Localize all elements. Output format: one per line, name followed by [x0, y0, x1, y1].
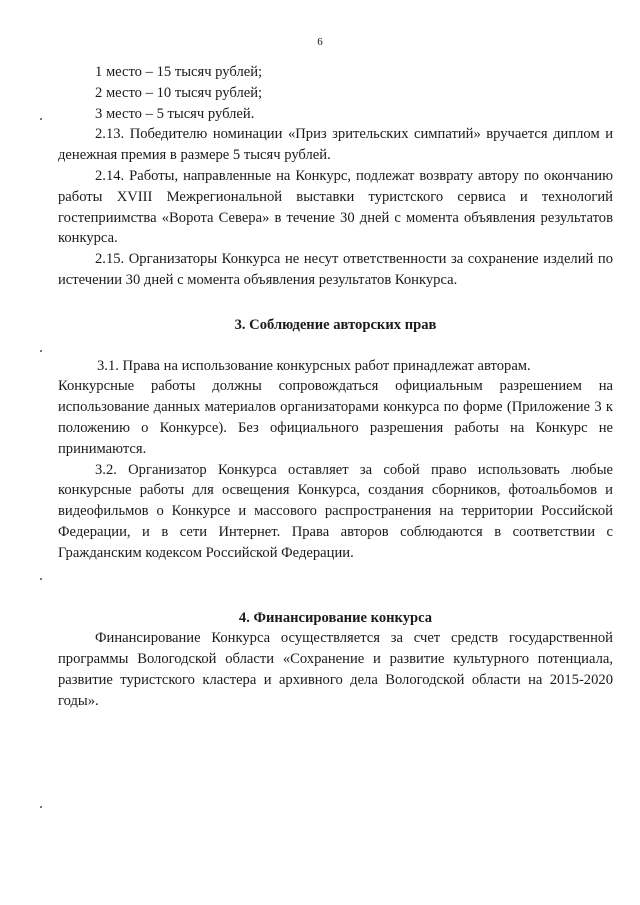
clause-2-13: 2.13. Победителю номинации «Приз зрительских симпатий» вручается диплом и денежная премия в размере 5 тысяч рублей. [58, 126, 613, 164]
clause-3-1: 3.1. Права на использование конкурсных работ принадлежат авторам. [97, 357, 531, 374]
prize-second-place: 2 место – 10 тысяч рублей; [95, 84, 263, 101]
scan-dot [40, 350, 42, 352]
section-4-text: Финансирование Конкурса осуществляется за счет средств государственной программы Вологодской области «Сохранение и развитие культурного потенциала, развитие туристского кластера и архивного дела Вологодской области на 2015-2020 годы». [58, 630, 613, 709]
scan-dot [40, 806, 42, 808]
clause-2-14: 2.14. Работы, направленные на Конкурс, подлежат возврату автору по окончанию работы XVIII Межрегиональной выставки туристского сервиса и технологий гостеприимства «Ворота Севера» в течение 30 дней с момента объявления результатов конкурса. [58, 167, 613, 247]
clause-3-2: 3.2. Организатор Конкурса оставляет за собой право использовать любые конкурсные работы для освещения Конкурса, создания сборников, фотоальбомов и видеофильмов о Конкурсе и массового распространения на территории Российской Федерации, и в сети Интернет. Права авторов соблюдаются в соответствии с Гражданским кодексом Российской Федерации. [58, 461, 613, 561]
scan-dot [40, 118, 42, 120]
clause-3-1-continued: Конкурсные работы должны сопровождаться официальным разрешением на использование данных материалов организаторами конкурса по форме (Приложение 3 к положению о Конкурсе). Без официального разрешения работы на Конкурс не принимаются. [58, 378, 613, 457]
prize-third-place: 3 место – 5 тысяч рублей. [95, 105, 255, 122]
section-3-heading: 3. Соблюдение авторских прав [234, 316, 437, 333]
page-number: 6 [317, 36, 323, 48]
section-4-heading: 4. Финансирование конкурса [238, 609, 433, 626]
prize-first-place: 1 место – 15 тысяч рублей; [95, 64, 263, 80]
clause-2-15: 2.15. Организаторы Конкурса не несут ответственности за сохранение изделий по истечении 30 дней с момента объявления результатов Конкурса. [58, 251, 613, 288]
document-body [58, 62, 613, 712]
scan-dot [40, 578, 42, 580]
